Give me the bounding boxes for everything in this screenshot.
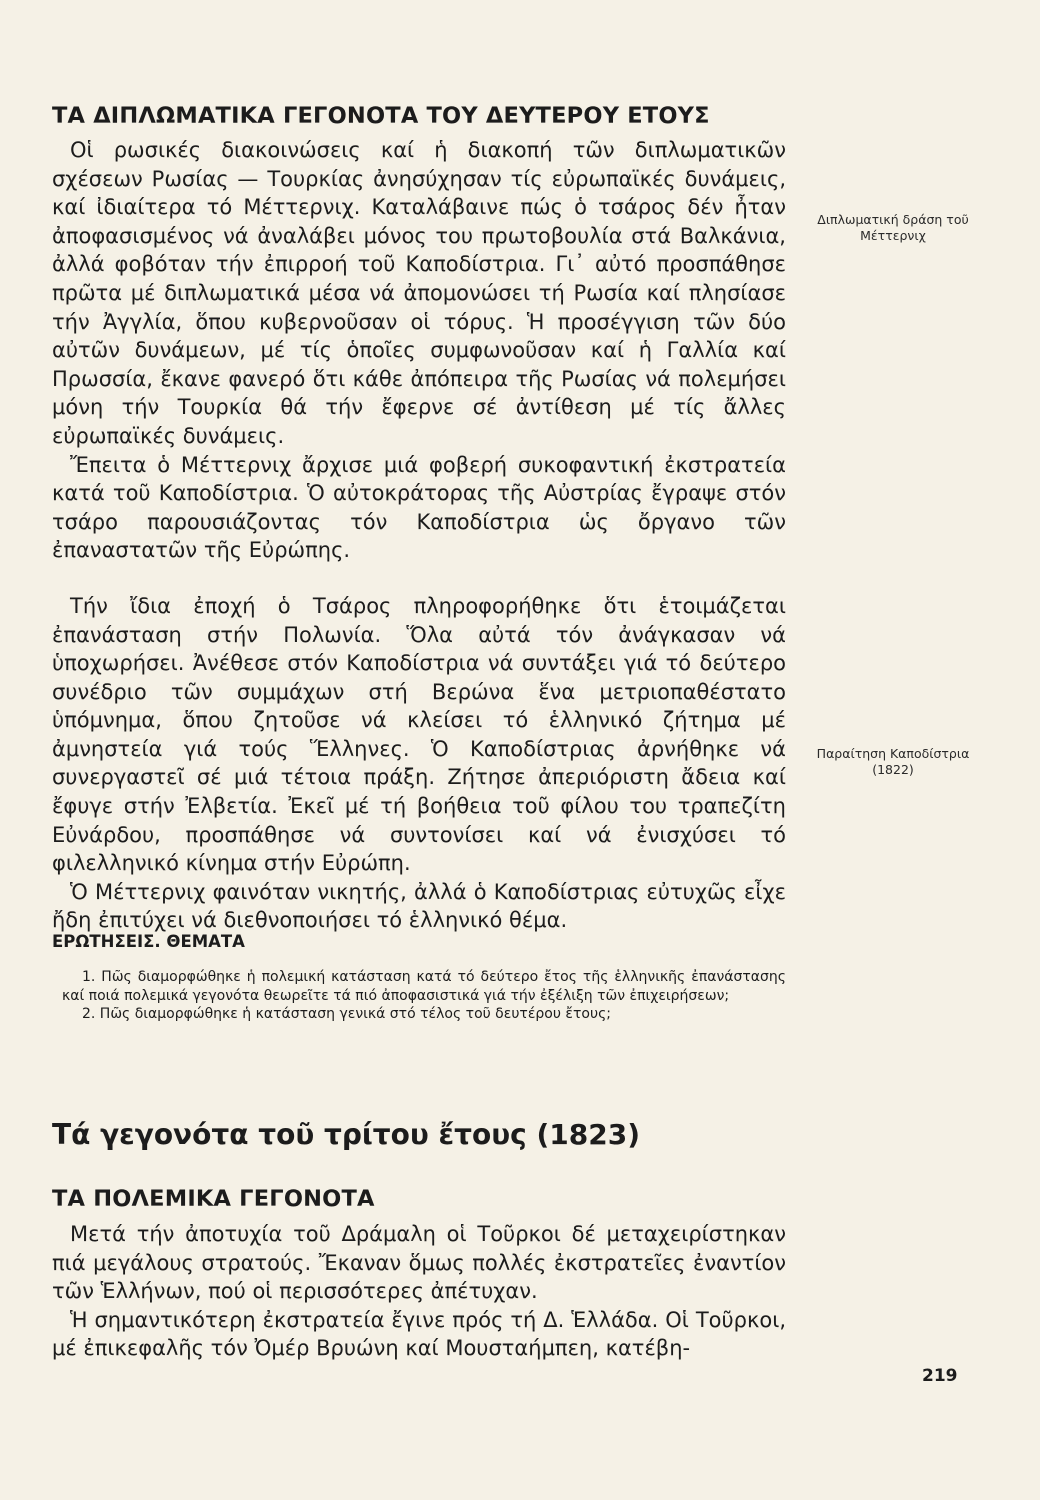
paragraph: Ἔπειτα ὁ Μέττερνιχ ἄρχισε μιά φοβερή συκοφαντική ἐκστρατεία κατά τοῦ Καποδίστρια. Ὁ αὐτοκράτορας τῆς Αὐστρίας ἔγραψε στόν τσάρο παρουσιάζοντας τόν Καποδίστρια ὡς ὄργανο τῶν ἐπαναστατῶν τῆς Εὐρώπης. <box>52 452 786 563</box>
military-body <box>52 1220 786 1363</box>
diplomatic-body <box>52 136 786 935</box>
paragraph: Οἱ ρωσικές διακοινώσεις καί ἡ διακοπή τῶν διπλωματικῶν σχέσεων Ρωσίας — Τουρκίας ἀνησύχησαν τίς εὐρωπαϊκές δυνάμεις, καί ἰδιαίτερα τό Μέττερνιχ. Καταλάβαινε πώς ὁ τσάρος δέν ἦταν ἀποφασισμένος νά ἀναλάβει μόνος του πρωτοβουλία στά Βαλκάνια, ἀλλά φοβόταν τήν ἐπιρροή τοῦ Καποδίστρια. Γι᾽ αὐτό προσπάθησε πρῶτα μέ διπλωματικά μέσα νά ἀπομονώσει τή Ρωσία καί πλησίασε τήν Ἀγγλία, ὅπου κυβερνοῦσαν οἱ τόρυς. Ἡ προσέγγιση τῶν δύο αὐτῶν δυνάμεων, μέ τίς ὁποῖες συμφωνοῦσαν καί ἡ Γαλλία καί Πρωσσία, ἔκανε φανερό ὅτι κάθε ἀπόπειρα τῆς Ρωσίας νά πολεμήσει μόνη τήν Τουρκία θά τήν ἔφερνε σέ ἀντίθεση μέ τίς ἄλλες εὐρωπαϊκές δυνάμεις. <box>52 138 786 448</box>
page-number: 219 <box>922 1366 958 1386</box>
paragraph: Ἡ σημαντικότερη ἐκστρατεία ἔγινε πρός τή Δ. Ἑλλάδα. Οἱ Τοῦρκοι, μέ ἐπικεφαλῆς τόν Ὀμέρ Βρυώνη καί Μουσταήμπεη, κατέβη- <box>52 1307 786 1361</box>
question-item: 1. Πῶς διαμορφώθηκε ἡ πολεμική κατάσταση κατά τό δεύτερο ἔτος τῆς ἑλληνικῆς ἐπανάστασης καί ποιά πολεμικά γεγονότα θεωρεῖτε τά πιό ἀποφασιστικά γιά τήν ἐξέλιξη τῶν ἐπιχειρήσεων; <box>62 969 786 1004</box>
section-heading-military: ΤΑ ΠΟΛΕΜΙΚΑ ΓΕΓΟΝΟΤΑ <box>52 1186 375 1212</box>
margin-note-metternich: Διπλωματική δράση τοῦ Μέττερνιχ <box>817 212 969 243</box>
paragraph: Ὁ Μέττερνιχ φαινόταν νικητής, ἀλλά ὁ Καποδίστριας εὐτυχῶς εἶχε ἤδη ἐπιτύχει νά διεθνοποιήσει τό ἑλληνικό θέμα. <box>52 879 786 933</box>
margin-note-kapodistrias-resignation: Παραίτηση Καποδίστρια (1822) <box>816 746 970 777</box>
chapter-title-third-year: Τά γεγονότα τοῦ τρίτου ἔτους (1823) <box>52 1118 641 1151</box>
paragraph: Τήν ἴδια ἐποχή ὁ Τσάρος πληροφορήθηκε ὅτι ἑτοιμάζεται ἐπανάσταση στήν Πολωνία. Ὅλα αὐτά τόν ἀνάγκασαν νά ὑποχωρήσει. Ἀνέθεσε στόν Καποδίστρια νά συντάξει γιά τό δεύτερο συνέδριο τῶν συμμάχων στή Βερώνα ἕνα μετριοπαθέστατο ὑπόμνημα, ὅπου ζητοῦσε νά κλείσει τό ἑλληνικό ζήτημα μέ ἀμνηστεία γιά τούς Ἕλληνες. Ὁ Καποδίστριας ἀρνήθηκε νά συνεργαστεῖ σέ μιά τέτοια πράξη. Ζήτησε ἀπεριόριστη ἄδεια καί ἔφυγε στήν Ἐλβετία. Ἐκεῖ μέ τή βοήθεια τοῦ φίλου του τραπεζίτη Εὐνάρδου, προσπάθησε νά συντονίσει καί νά ἐνισχύσει τό φιλελληνικό κίνημα στήν Εὐρώπη. <box>52 593 786 876</box>
paragraph: Μετά τήν ἀποτυχία τοῦ Δράμαλη οἱ Τοῦρκοι δέ μεταχειρίστηκαν πιά μεγάλους στρατούς. Ἔκαναν ὅμως πολλές ἐκστρατεῖες ἐναντίον τῶν Ἑλλήνων, πού οἱ περισσότερες ἀπέτυχαν. <box>52 1222 786 1304</box>
question-item: 2. Πῶς διαμορφώθηκε ἡ κατάσταση γενικά στό τέλος τοῦ δευτέρου ἔτους; <box>82 1006 612 1022</box>
questions-list <box>62 968 786 1024</box>
questions-heading: ΕΡΩΤΗΣΕΙΣ. ΘΕΜΑΤΑ <box>52 932 245 951</box>
section-heading-diplomatic: ΤΑ ΔΙΠΛΩΜΑΤΙΚΑ ΓΕΓΟΝΟΤΑ ΤΟΥ ΔΕΥΤΕΡΟΥ ΕΤΟΥΣ <box>52 103 710 129</box>
